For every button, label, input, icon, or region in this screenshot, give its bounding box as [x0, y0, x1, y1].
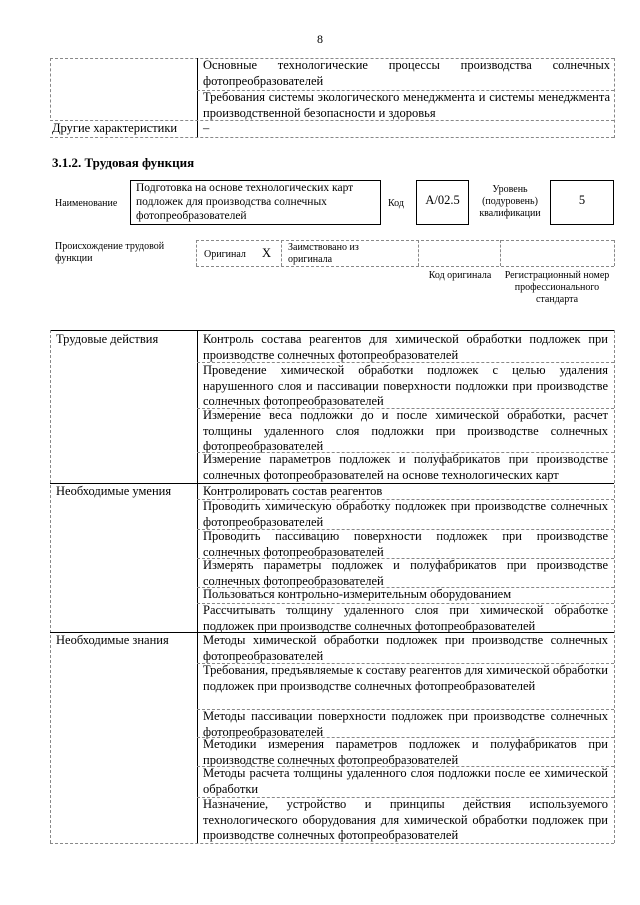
group-label-labor-actions: Трудовые действия	[56, 332, 159, 346]
origin-label: Происхождение трудовой функции	[55, 241, 165, 264]
table-row: Пользоваться контрольно-измерительным оборудованием	[203, 587, 512, 601]
code-original-label: Код оригинала	[428, 270, 492, 281]
table-row: Измерение веса подложки до и после химической обработки, расчет толщины удаленного слоя подложки при производстве солнечных фотопреобразователей	[203, 408, 608, 453]
level-value: 5	[578, 193, 586, 207]
other-characteristics-value: –	[203, 121, 210, 135]
table-row: Методы химической обработки подложек при производстве солнечных фотопреобразователей	[203, 633, 608, 663]
name-label: Наименование	[55, 198, 118, 209]
name-value: Подготовка на основе технологических карт подложек для производства солнечных фотопреобразователей	[136, 182, 354, 222]
group-label-required-knowledge: Необходимые знания	[56, 633, 169, 647]
level-label: Уровень (подуровень) квалификации	[479, 184, 541, 219]
top-table-item: Основные технологические процессы производства солнечных фотопреобразователей	[203, 58, 610, 88]
table-row: Методики измерения параметров подложек и полуфабрикатов при производстве солнечных фотопреобразователей	[203, 737, 608, 767]
table-row: Проводить химическую обработку подложек при производстве солнечных фотопреобразователей	[203, 499, 608, 529]
table-row: Измерять параметры подложек и полуфабрикатов при производстве солнечных фотопреобразователей	[203, 558, 608, 588]
table-row: Контролировать состав реагентов	[203, 484, 383, 498]
original-label: Оригинал	[204, 249, 246, 260]
table-row: Проводить пассивацию поверхности подложек при производстве солнечных фотопреобразователей	[203, 529, 608, 559]
table-row: Рассчитывать толщину удаленного слоя при химической обработке подложек при производстве солнечных фотопреобразователей	[203, 603, 608, 633]
reg-number-label: Регистрационный номер профессионального стандарта	[504, 270, 610, 305]
table-row: Измерение параметров подложек и полуфабрикатов при производстве солнечных фотопреобразователей на основе технологических карт	[203, 452, 608, 482]
table-row: Контроль состава реагентов для химической обработки подложек при производстве солнечных фотопреобразователей	[203, 332, 608, 362]
top-table-item: Требования системы экологического менеджмента и системы менеджмента производственной безопасности и здоровья	[203, 90, 610, 120]
original-mark: X	[262, 246, 272, 260]
borrowed-label: Заимствовано из оригинала	[288, 242, 359, 265]
group-label-required-skills: Необходимые умения	[56, 484, 172, 498]
table-row: Методы расчета толщины удаленного слоя подложки после ее химической обработки	[203, 766, 608, 796]
table-row: Назначение, устройство и принципы действия используемого технологического оборудования для химической обработки подложек при производстве солнечных фотопреобразователей	[203, 797, 608, 842]
table-row: Методы пассивации поверхности подложек при производстве солнечных фотопреобразователей	[203, 709, 608, 739]
other-characteristics-label: Другие характеристики	[52, 121, 178, 135]
section-title: 3.1.2. Трудовая функция	[52, 155, 195, 170]
code-value: А/02.5	[425, 193, 460, 207]
code-label: Код	[388, 198, 404, 209]
table-row: Проведение химической обработки подложек с целью удаления нарушенного слоя и пассивации поверхности подложки при производстве солнечных фотопреобразователей	[203, 363, 608, 408]
table-row: Требования, предъявляемые к составу реагентов для химической обработки подложек при производстве солнечных фотопреобразователей	[203, 663, 608, 693]
page-number: 8	[317, 32, 323, 46]
